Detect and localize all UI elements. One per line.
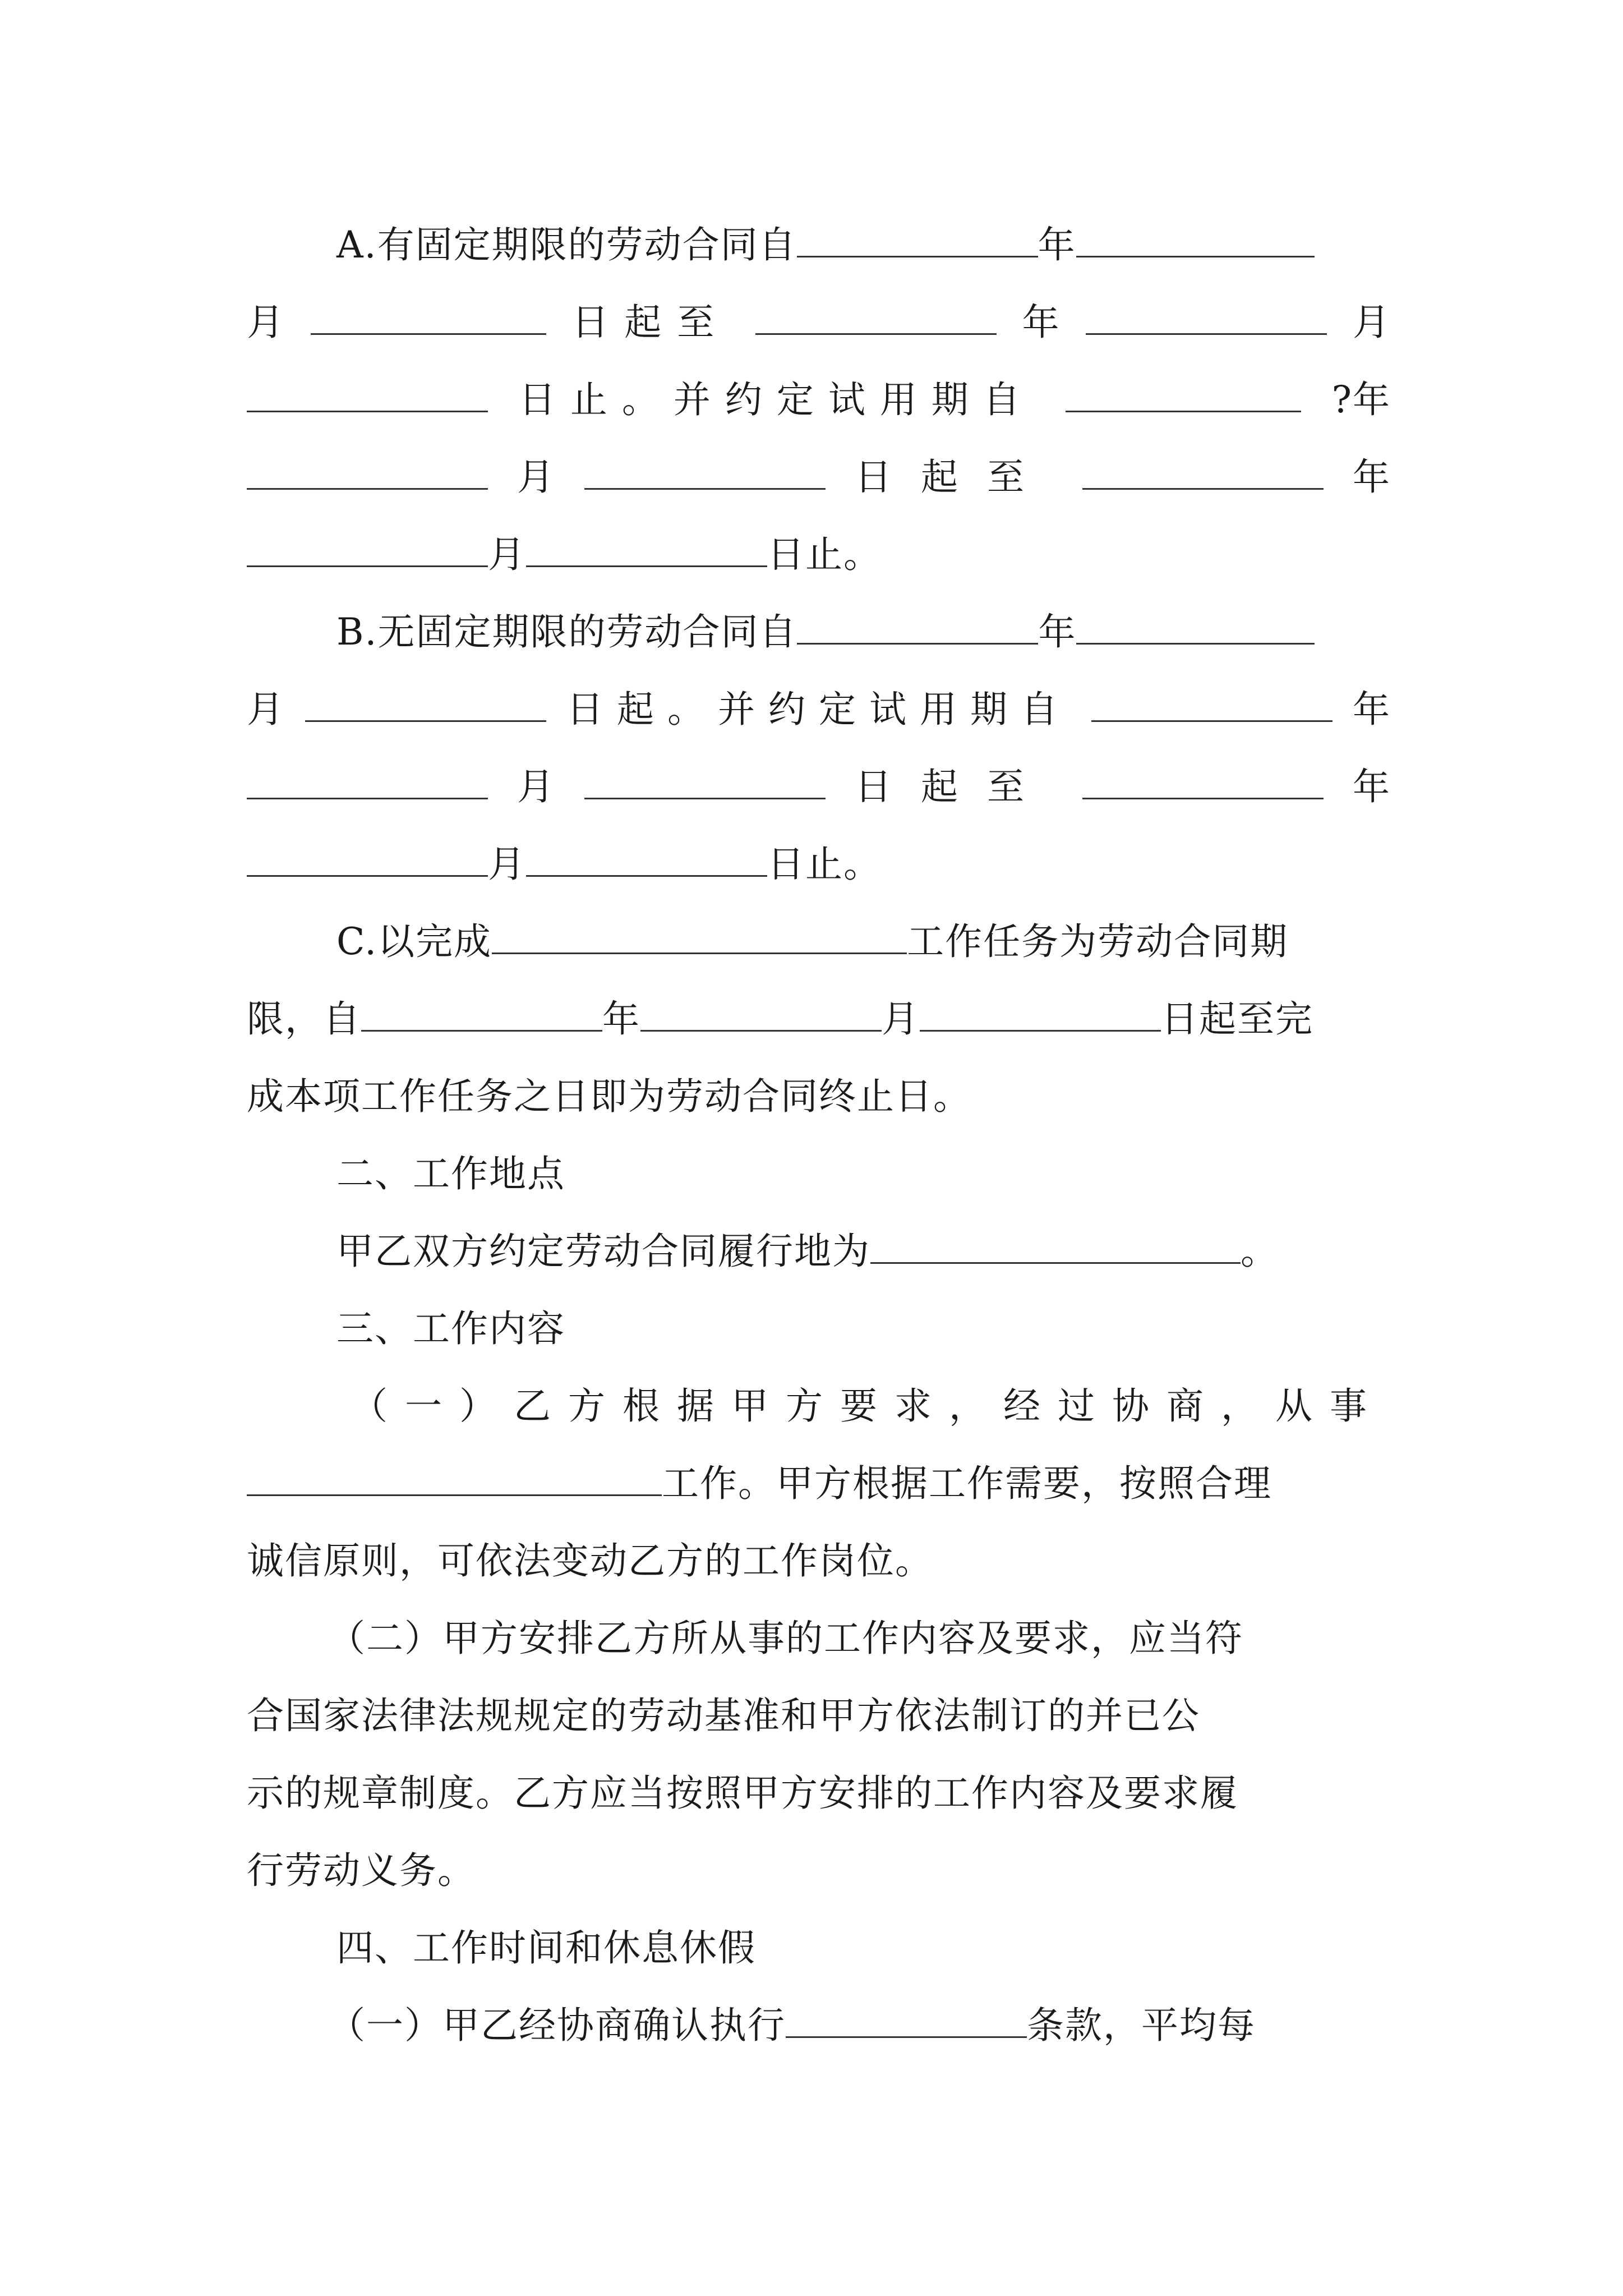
text: 甲乙双方约定劳动合同履行地为 bbox=[336, 1230, 870, 1273]
text: 日止。 bbox=[767, 843, 882, 886]
text: 日起至 bbox=[855, 765, 1053, 808]
blank-field[interactable] bbox=[526, 533, 767, 567]
text: 年 bbox=[1038, 610, 1077, 654]
text: 行劳动义务。 bbox=[247, 1849, 476, 1892]
text: （一）甲乙经协商确认执行 bbox=[328, 2004, 786, 2047]
clause-a-line-5 bbox=[247, 530, 1391, 580]
work-content-line-4 bbox=[247, 1613, 1391, 1664]
clause-b-line-3 bbox=[247, 762, 1391, 812]
blank-field[interactable] bbox=[1091, 688, 1332, 722]
blank-field[interactable] bbox=[920, 997, 1161, 1032]
heading-text: 二、工作地点 bbox=[336, 1152, 565, 1195]
text: 年 bbox=[1022, 301, 1061, 344]
text: 月 bbox=[517, 455, 555, 499]
clause-c-line-3 bbox=[247, 1071, 1391, 1122]
blank-field[interactable] bbox=[584, 455, 826, 490]
text: 限，自 bbox=[247, 997, 361, 1041]
text: 月 bbox=[247, 301, 285, 344]
text: 日起至 bbox=[855, 455, 1053, 499]
work-location-line bbox=[247, 1226, 1391, 1277]
blank-field[interactable] bbox=[526, 843, 767, 877]
blank-field[interactable] bbox=[786, 2004, 1027, 2038]
blank-field[interactable] bbox=[755, 301, 997, 335]
text: 年 bbox=[1353, 455, 1391, 499]
text: 日止。 bbox=[767, 533, 882, 576]
text: 示的规章制度。乙方应当按照甲方安排的工作内容及要求履 bbox=[247, 1772, 1238, 1815]
work-content-line-2 bbox=[247, 1458, 1391, 1509]
blank-field[interactable] bbox=[311, 301, 546, 335]
blank-field[interactable] bbox=[247, 455, 488, 490]
blank-field[interactable] bbox=[247, 378, 488, 412]
text: 月 bbox=[488, 843, 526, 886]
text: 日止。并约定试用期自 bbox=[518, 378, 1035, 421]
text: A.有固定期限的劳动合同自 bbox=[336, 223, 797, 266]
text: 月 bbox=[882, 997, 920, 1041]
section-heading-3 bbox=[247, 1304, 1391, 1354]
section-heading-4 bbox=[247, 1923, 1391, 1973]
blank-field[interactable] bbox=[584, 765, 826, 799]
blank-field[interactable] bbox=[1076, 223, 1315, 257]
text: 年 bbox=[1353, 688, 1391, 731]
clause-a-line-1 bbox=[247, 220, 1391, 270]
work-content-line-5 bbox=[247, 1691, 1391, 1741]
text: （一）乙方根据甲方要求，经过协商，从事 bbox=[351, 1384, 1384, 1428]
clause-b-line-2 bbox=[247, 684, 1391, 735]
blank-field[interactable] bbox=[247, 1462, 662, 1496]
text: 合国家法律法规规定的劳动基准和甲方依法制订的并已公 bbox=[247, 1694, 1200, 1737]
clause-b-line-4 bbox=[247, 839, 1391, 890]
text: 工作任务为劳动合同期 bbox=[907, 920, 1289, 963]
blank-field[interactable] bbox=[870, 1230, 1241, 1264]
clause-a-line-4 bbox=[247, 452, 1391, 503]
work-content-line-3 bbox=[247, 1536, 1391, 1586]
blank-field[interactable] bbox=[247, 765, 488, 799]
text: 月 bbox=[517, 765, 555, 808]
text: 年 bbox=[1353, 765, 1391, 808]
blank-field[interactable] bbox=[247, 533, 488, 567]
clause-a-line-2 bbox=[247, 297, 1391, 348]
blank-field[interactable] bbox=[305, 688, 546, 722]
blank-field[interactable] bbox=[1082, 455, 1324, 490]
text: B.无固定期限的劳动合同自 bbox=[336, 610, 797, 654]
blank-field[interactable] bbox=[1082, 765, 1324, 799]
blank-field[interactable] bbox=[1076, 610, 1315, 645]
blank-field[interactable] bbox=[247, 843, 488, 877]
blank-field[interactable] bbox=[1086, 301, 1327, 335]
work-content-line-1 bbox=[247, 1381, 1391, 1432]
work-time-line-1 bbox=[247, 2000, 1391, 2051]
heading-text: 四、工作时间和休息休假 bbox=[336, 1926, 756, 1970]
text: 日起至完 bbox=[1161, 997, 1313, 1041]
text: 月 bbox=[247, 688, 285, 731]
blank-field[interactable] bbox=[492, 920, 907, 954]
blank-field[interactable] bbox=[361, 997, 602, 1032]
clause-c-line-1 bbox=[247, 917, 1391, 967]
text: 日起至 bbox=[571, 301, 730, 344]
heading-text: 三、工作内容 bbox=[336, 1307, 565, 1350]
text: 诚信原则，可依法变动乙方的工作岗位。 bbox=[247, 1539, 933, 1582]
text: 。 bbox=[1241, 1230, 1279, 1273]
text: 年 bbox=[1038, 223, 1076, 266]
blank-field[interactable] bbox=[797, 223, 1038, 257]
section-heading-2 bbox=[247, 1149, 1391, 1199]
work-content-line-7 bbox=[247, 1846, 1391, 1896]
blank-field[interactable] bbox=[640, 997, 882, 1032]
blank-field[interactable] bbox=[797, 610, 1038, 645]
clause-b-line-1 bbox=[247, 607, 1391, 657]
work-content-line-6 bbox=[247, 1768, 1391, 1819]
clause-c-line-2 bbox=[247, 994, 1391, 1045]
text: 日起。并约定试用期自 bbox=[566, 688, 1071, 731]
text: （二）甲方安排乙方所从事的工作内容及要求，应当符 bbox=[328, 1617, 1243, 1660]
clause-a-line-3 bbox=[247, 375, 1391, 425]
text: 工作。甲方根据工作需要，按照合理 bbox=[662, 1462, 1272, 1505]
text: ?年 bbox=[1331, 378, 1391, 421]
text: C.以完成 bbox=[336, 920, 492, 963]
text: 月 bbox=[488, 533, 526, 576]
blank-field[interactable] bbox=[1066, 378, 1301, 412]
text: 条款，平均每 bbox=[1027, 2004, 1256, 2047]
text: 成本项工作任务之日即为劳动合同终止日。 bbox=[247, 1075, 971, 1118]
text: 年 bbox=[602, 997, 640, 1041]
text: 月 bbox=[1352, 301, 1391, 344]
